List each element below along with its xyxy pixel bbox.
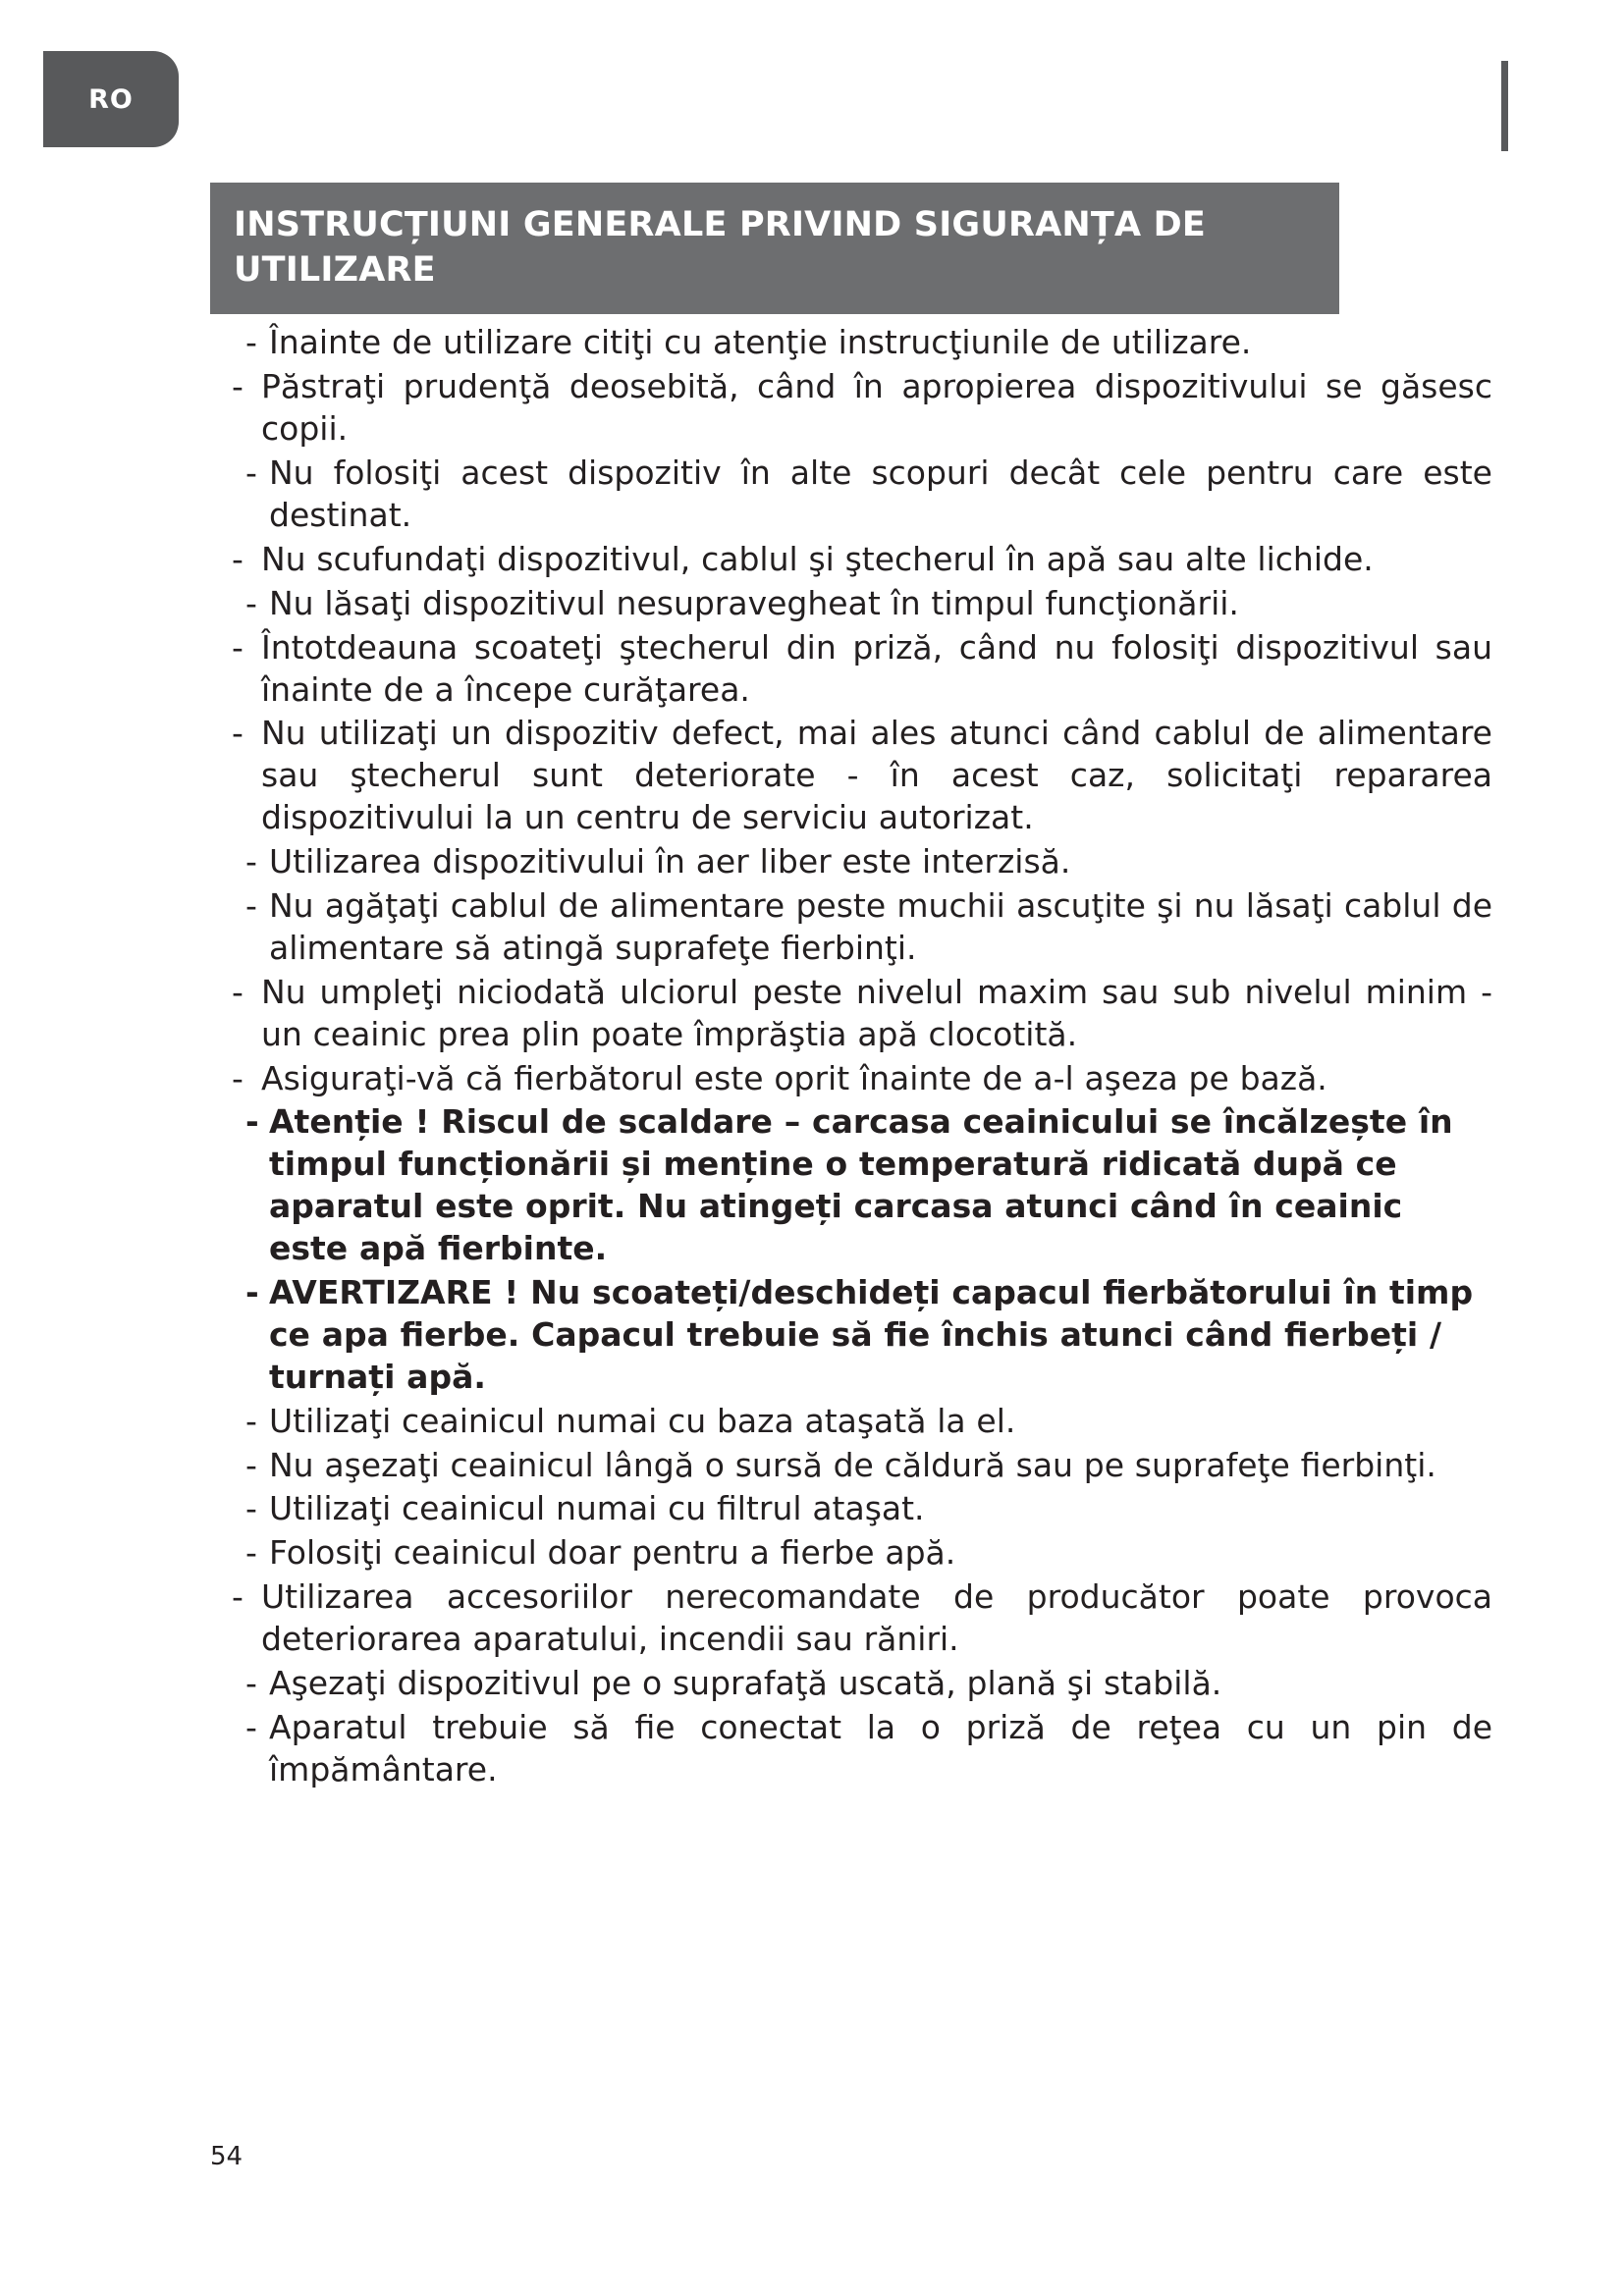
list-item: - Nu aşezaţi ceainicul lângă o sursă de căldură sau pe suprafeţe fierbinţi. bbox=[210, 1445, 1492, 1487]
list-item: - Nu folosiţi acest dispozitiv în alte scopuri decât cele pentru care este destinat. bbox=[210, 453, 1492, 537]
list-item: - AVERTIZARE ! Nu scoateți/deschideți capacul fierbătorului în timp ce apa fierbe. Capacul trebuie să fie închis atunci când fierbeți / turnați apă. bbox=[210, 1272, 1492, 1399]
language-tab-label: RO bbox=[88, 83, 134, 115]
list-item: - Utilizarea dispozitivului în aer liber este interzisă. bbox=[210, 841, 1492, 883]
section-title: INSTRUCȚIUNI GENERALE PRIVIND SIGURANȚA DE UTILIZARE bbox=[210, 183, 1339, 314]
list-item: - Utilizaţi ceainicul numai cu filtrul ataşat. bbox=[210, 1488, 1492, 1530]
list-item: - Aparatul trebuie să fie conectat la o priză de reţea cu un pin de împământare. bbox=[210, 1707, 1492, 1791]
list-item: - Nu lăsaţi dispozitivul nesupravegheat în timpul funcţionării. bbox=[210, 583, 1492, 625]
list-item: - Asiguraţi-vă că fierbătorul este oprit înainte de a-l aşeza pe bază. bbox=[210, 1058, 1492, 1100]
list-item: - Aşezaţi dispozitivul pe o suprafaţă uscată, plană şi stabilă. bbox=[210, 1663, 1492, 1705]
list-item: - Păstraţi prudenţă deosebită, când în apropierea dispozitivului se găsesc copii. bbox=[210, 366, 1492, 451]
corner-rule-decoration bbox=[1501, 61, 1508, 151]
safety-instructions-list bbox=[210, 322, 1492, 1790]
list-item: - Întotdeauna scoateţi ştecherul din priză, când nu folosiţi dispozitivul sau înainte de a începe curăţarea. bbox=[210, 627, 1492, 712]
list-item: - Utilizarea accesoriilor nerecomandate de producător poate provoca deteriorarea aparatului, incendii sau răniri. bbox=[210, 1576, 1492, 1661]
list-item: - Înainte de utilizare citiţi cu atenţie instrucţiunile de utilizare. bbox=[210, 322, 1492, 364]
language-tab bbox=[43, 51, 179, 147]
list-item: - Utilizaţi ceainicul numai cu baza ataşată la el. bbox=[210, 1401, 1492, 1443]
list-item: - Nu agăţaţi cablul de alimentare peste muchii ascuţite şi nu lăsaţi cablul de alimentare să atingă suprafeţe fierbinţi. bbox=[210, 885, 1492, 970]
list-item: - Nu scufundaţi dispozitivul, cablul şi ştecherul în apă sau alte lichide. bbox=[210, 539, 1492, 581]
page-content bbox=[210, 183, 1492, 1791]
list-item: - Folosiţi ceainicul doar pentru a fierbe apă. bbox=[210, 1532, 1492, 1575]
list-item: - Atenție ! Riscul de scaldare – carcasa ceainicului se încălzește în timpul funcționării și menține o temperatură ridicată după ce aparatul este oprit. Nu atingeți carcasa atunci când în ceainic este apă fierbinte. bbox=[210, 1101, 1492, 1270]
list-item: - Nu utilizaţi un dispozitiv defect, mai ales atunci când cablul de alimentare sau ştecherul sunt deteriorate - în acest caz, solicitaţi repararea dispozitivului la un centru de serviciu autorizat. bbox=[210, 713, 1492, 839]
page-number: 54 bbox=[210, 2142, 244, 2171]
list-item: - Nu umpleţi niciodată ulciorul peste nivelul maxim sau sub nivelul minim - un ceainic prea plin poate împrăştia apă clocotită. bbox=[210, 972, 1492, 1056]
